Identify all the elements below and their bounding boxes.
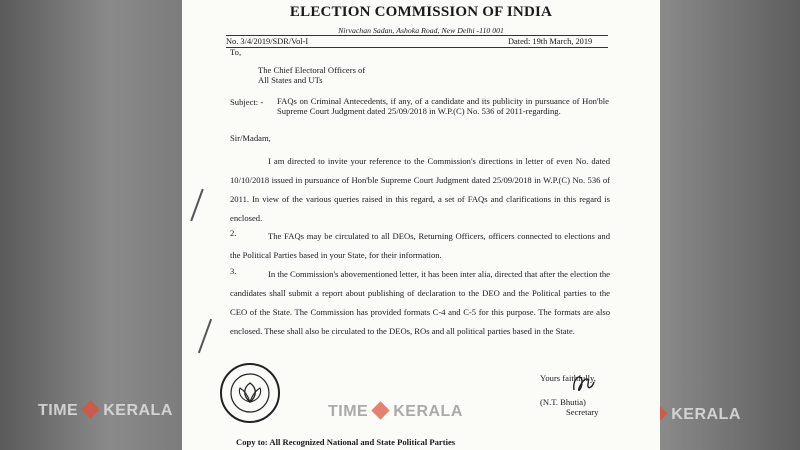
document-title: ELECTION COMMISSION OF INDIA (289, 4, 553, 20)
watermark-diamond-icon (372, 401, 390, 419)
recipient-line-1: The Chief Electoral Officers of (258, 65, 366, 75)
reference-number: No. 3/4/2019/SDR/Vol-I (226, 37, 309, 46)
watermark-text-kerala: KERALA (671, 406, 741, 423)
watermark-text-time: TIME (38, 402, 79, 419)
subject-label: Subject: - (230, 97, 264, 107)
document-address: Nirvachan Sadan, Ashoka Road, New Delhi -110 001 (338, 26, 504, 35)
watermark-center (328, 404, 463, 418)
to-label: To, (230, 47, 242, 57)
paragraph-3-number: 3. (230, 266, 237, 276)
document-date: Dated: 19th March, 2019 (508, 37, 593, 46)
watermark-diamond-icon (82, 400, 100, 418)
signatory-title: Secretary (566, 407, 599, 417)
letter-document (182, 0, 660, 450)
blurred-background-right (660, 0, 800, 450)
watermark-text-kerala: KERALA (103, 402, 173, 419)
watermark-text-kerala: KERALA (393, 403, 463, 420)
watermark-left (38, 402, 173, 420)
signature-icon (568, 368, 598, 398)
copy-to-line: Copy to: All Recognized National and State Political Parties (236, 437, 456, 447)
paragraph-2-number: 2. (230, 228, 237, 238)
recipient-line-2: All States and UTs (258, 75, 323, 85)
closing-line: Yours faithfully, (540, 373, 596, 383)
signatory-name: (N.T. Bhutia) (540, 397, 586, 407)
header-rule-bottom (226, 47, 608, 48)
paragraph-3: In the Commission's abovementioned letter, it has been inter alia, directed that after the election the candidates shall submit a report about publishing of declaration to the DEO and the Political parties to the CEO of the State. The Commission has provided formats C-4 and C-5 for this purpose. The formats are also enclosed. These shall also be circulated to the DEOs, ROs and all political parties based in the State. (230, 269, 610, 336)
subject-text: FAQs on Criminal Antecedents, if any, of a candidate and its publicity in pursuance of Hon'ble Supreme Court Judgment dated 25/09/2018 in W.P.(C) No. 536 of 2011-regarding. (277, 96, 609, 116)
paragraph-2: The FAQs may be circulated to all DEOs, Returning Officers, officers connected to elections and the Political Parties based in your State, for their information. (230, 231, 610, 260)
paragraph-1: I am directed to invite your reference to the Commission's directions in letter of even No. dated 10/10/2018 issued in pursuance of Hon'ble Supreme Court Judgment dated 25/09/2018 in W.P.(C) No. 536 of 2011. In view of the various queries raised in this regard, a set of FAQs and clarifications in this regard is enclosed. (230, 156, 610, 223)
blurred-background-left (0, 0, 182, 450)
salutation: Sir/Madam, (230, 133, 271, 143)
party-stamp-icon (219, 362, 281, 424)
watermark-text-time: TIME (328, 403, 369, 420)
